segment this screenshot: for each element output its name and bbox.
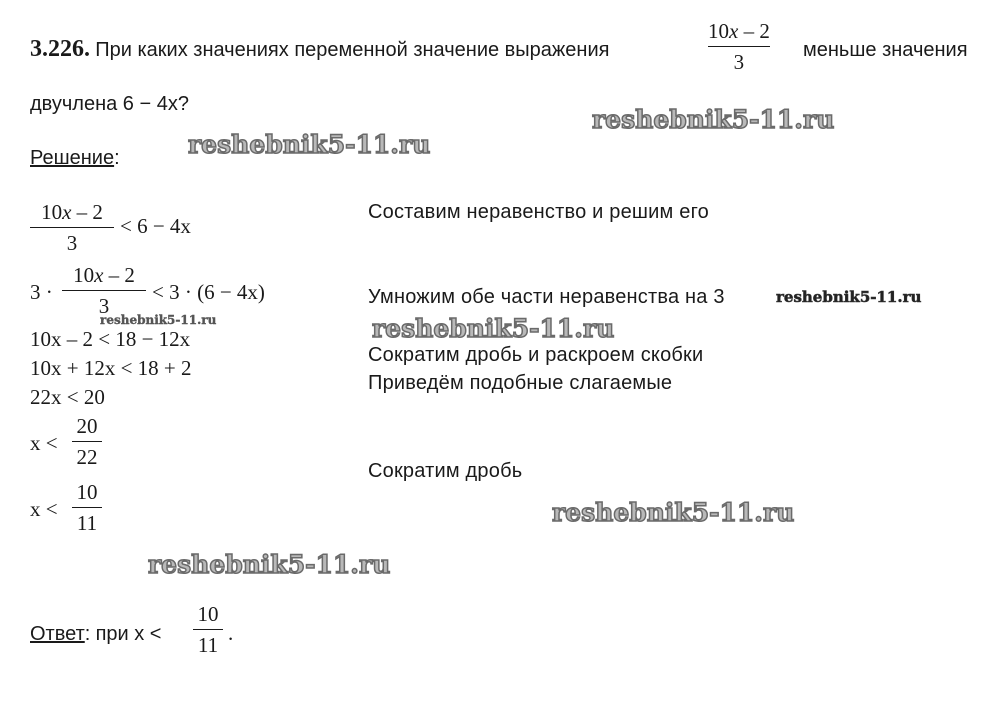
step7-numerator: 10 <box>76 480 98 504</box>
step4: 10x + 12x < 18 + 2 <box>30 356 192 380</box>
step6-numerator: 20 <box>76 414 98 438</box>
step5: 22x < 20 <box>30 385 105 409</box>
watermark-5: reshebnik5-11.ru <box>372 314 615 343</box>
answer-text: при x < <box>95 623 162 645</box>
note-4: Приведём подобные слагаемые <box>368 372 673 394</box>
note-3: Сократим дробь и раскроем скобки <box>368 344 704 366</box>
step6-prefix: x < <box>30 431 58 455</box>
step1-fraction <box>30 199 114 256</box>
step7-prefix: x < <box>30 497 58 521</box>
step3: 10x – 2 < 18 − 12x <box>30 327 191 351</box>
fraction-numerator: 10x – 2 <box>708 19 770 43</box>
answer-denominator: 11 <box>197 633 219 657</box>
watermark-6: reshebnik5-11.ru <box>552 498 795 527</box>
step2-numerator: 10x – 2 <box>73 263 135 287</box>
problem-fraction <box>708 18 770 75</box>
step1-bar <box>30 227 114 228</box>
solution-label-text: Решение <box>30 147 115 169</box>
step2-prefix: 3 · <box>30 280 53 304</box>
answer-colon: : <box>84 623 91 645</box>
step2-fraction <box>62 262 146 319</box>
answer-period: . <box>228 621 234 645</box>
step1-denominator: 3 <box>66 231 78 255</box>
note-5: Сократим дробь <box>368 460 523 482</box>
watermark-3: reshebnik5-11.ru <box>776 288 922 306</box>
problem-number: 3.226. <box>30 36 90 62</box>
fraction-denominator: 3 <box>733 50 745 74</box>
problem-text-before: При каких значениях переменной значение выражения <box>95 39 610 61</box>
solution-colon: : <box>114 147 120 169</box>
watermark-2: reshebnik5-11.ru <box>188 130 431 159</box>
watermark-4: reshebnik5-11.ru <box>100 313 217 327</box>
note-2: Умножим обе части неравенства на 3 <box>368 286 725 308</box>
watermark-1: reshebnik5-11.ru <box>592 105 835 134</box>
problem-line-1 <box>30 37 609 62</box>
step7-fraction <box>72 479 102 536</box>
answer-bar <box>193 629 223 630</box>
step6-denominator: 22 <box>76 445 98 469</box>
note-1: Составим неравенство и решим его <box>368 201 709 223</box>
step1-rest: < 6 − 4x <box>120 214 191 238</box>
step6-fraction <box>72 413 102 470</box>
step6-bar <box>72 441 102 442</box>
step7-denominator: 11 <box>76 511 98 535</box>
answer-fraction <box>193 601 223 658</box>
step1-numerator: 10x – 2 <box>41 200 103 224</box>
problem-text-after: меньше значения <box>803 39 968 61</box>
fraction-bar <box>708 46 770 47</box>
solution-label <box>30 145 120 170</box>
step7-bar <box>72 507 102 508</box>
step2-denominator: 3 <box>98 294 110 318</box>
answer-numerator: 10 <box>197 602 219 626</box>
answer-label: Ответ <box>30 623 85 645</box>
step2-bar <box>62 290 146 291</box>
watermark-7: reshebnik5-11.ru <box>148 550 391 579</box>
answer-line <box>30 621 161 646</box>
step2-rest: < 3 · (6 − 4x) <box>152 280 265 304</box>
problem-line-2: двучлена 6 − 4x? <box>30 93 189 115</box>
